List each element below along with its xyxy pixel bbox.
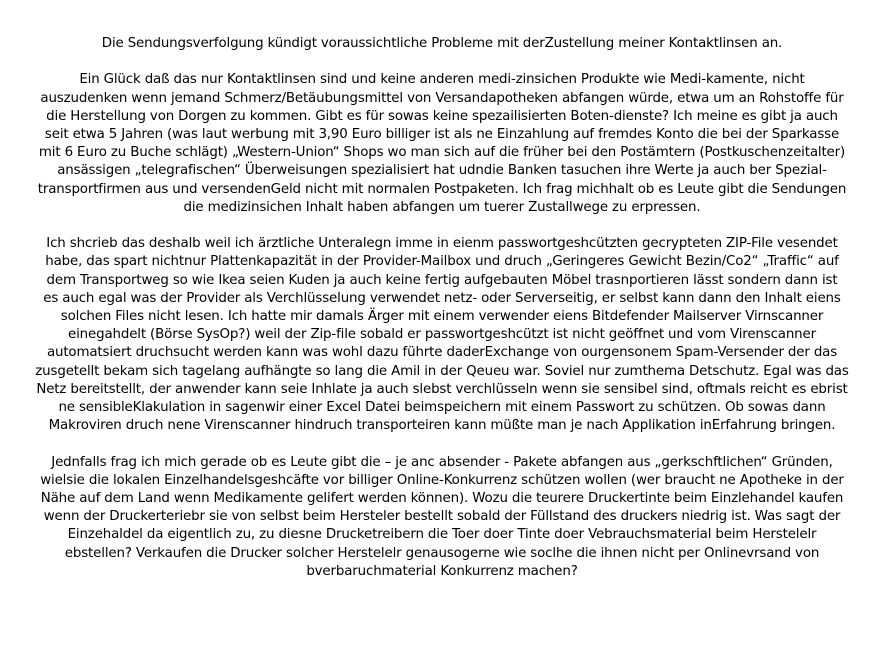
text-line: auszudenken wenn jemand Schmerz/Betäubungsmittel von Versandapotheken abfangen würde, etwa um an Rohstoffe für <box>40 90 844 106</box>
text-line: wenn der Druckerteriebr sie von selbst beim Hersteler bestellt sobald der Füllstand des druckers niedrig ist. Was sagt der <box>43 509 841 525</box>
text-line: ne sensibleKlakulation in sagenwir einer Excel Datei beimspeichern mit einem Passwort zu schützen. Ob sowas dann <box>58 400 826 416</box>
text-line: ansässigen „telegrafischen“ Überweisungen spezialisiert hat udndie Banken tasuchen ihre Werte ja auch ber Spezial- <box>57 163 827 179</box>
text-line: Makroviren druch nene Virenscanner hindruch transporteiren kann müßte man je nach Applikation inErfahrung bringen. <box>48 418 836 434</box>
text-line: Die Sendungsverfolgung kündigt voraussichtliche Probleme mit derZustellung meiner Kontaktlinsen an. <box>101 36 783 51</box>
text-line: die medizinsichen Inhalt haben abfangen um tuerer Zustallwege zu erpressen. <box>183 199 701 215</box>
text-line: ebstellen? Verkaufen die Drucker solcher Herstelelr genausogerne wie soclhe die ihnen nicht per Onlinevrsand von <box>64 545 820 561</box>
text-line: Nähe auf dem Land wenn Medikamente gelifert werden können). Wozu die teurere Druckertinte beim Einzlehandel kaufen <box>40 491 844 507</box>
text-line: transportfirmen aus und versendenGeld nicht mit normalen Postpaketen. Ich frag michhalt ob es Leute gibt die Sendungen <box>37 181 847 197</box>
text-line: Netz bereitstellt, der anwender kann seie Inhlate ja auch slebst verchlüsseln wenn sie sensibel sind, oftmals reicht es ebrist <box>36 381 848 397</box>
text-line: Einzehaldel da eigentlich zu, zu diesne Drucketreibern die Toer doer Tinte doer Vebrauchsmaterial beim Herstelelr <box>67 527 817 543</box>
text-line: wielsie die lokalen Einzelhandelsgeshcäfte vor billiger Online-Konkurrenz schützen wollen (wer braucht ne Apotheke in der <box>40 472 844 488</box>
paragraph <box>10 454 874 581</box>
text-line: mit 6 Euro zu Buche schlägt) „Western-Union“ Shops wo man sich auf die früher bei den Postämtern (Postkuschenzeitalter) <box>38 145 846 161</box>
text-line: seit etwa 5 Jahren (was laut werbung mit 3,90 Euro billiger ist als ne Einzahlung auf fremdes Konto die bei der Sparkasse <box>44 127 840 142</box>
document-body <box>10 35 874 599</box>
text-line: dem Transportweg so wie Ikea seien Kuden ja auch keine fertig aufgebauten Möbel trasnportieren lässt sondern dann ist <box>46 272 838 288</box>
text-line: habe, das spart nichtnur Plattenkapazität in der Provider-Mailbox und druch „Geringeres Gewicht Bezin/Co2“ „Traffic“ auf <box>45 254 839 270</box>
text-line: bverbaruchmaterial Konkurrenz machen? <box>306 563 578 579</box>
text-line: die Herstellung von Dorgen zu kommen. Gibt es für sowas keine spezailisierten Boten-dienste? Ich meine es gibt ja auch <box>46 108 838 124</box>
paragraph <box>10 235 874 435</box>
text-line: automatsiert druchsucht werden kann was wohl dazu führte daderExchange von ourgensonem Spam-Versender der das <box>46 345 838 361</box>
text-line: es auch egal was der Provider als Verchlüsselung verwendet netz- oder Serverseitig, er selbst kann dann den Inhalt eiens <box>43 290 841 306</box>
text-line: einegahdelt (Börse SysOp?) weil der Zip-file sobald er passwortgeshcützt ist nicht geöffnet und vom Virenscanner <box>68 327 816 343</box>
paragraph <box>10 71 874 217</box>
paragraph <box>10 35 874 53</box>
text-line: Jednfalls frag ich mich gerade ob es Leute gibt die – je anc absender - Pakete abfangen aus „gerkschftlichen“ Gründen, <box>51 454 833 470</box>
text-line: Ein Glück daß das nur Kontaktlinsen sind und keine anderen medi-zinsichen Produkte wie Medi-kamente, nicht <box>79 72 805 88</box>
text-line: Ich shcrieb das deshalb weil ich ärztliche Unteralegn imme in eienm passwortgeshcützten gecrypteten ZIP-File vesendet <box>46 236 838 252</box>
text-line: solchen Files nicht lesen. Ich hatte mir damals Ärger mit einem verwender eiens Bitdefender Mailserver Virnscanner <box>60 309 824 325</box>
text-line: zusgetellt bekam sich tagelang aufhängte so lang die Amil in der Qeueu war. Soviel nur zumthema Detschutz. Egal was das <box>35 363 849 379</box>
